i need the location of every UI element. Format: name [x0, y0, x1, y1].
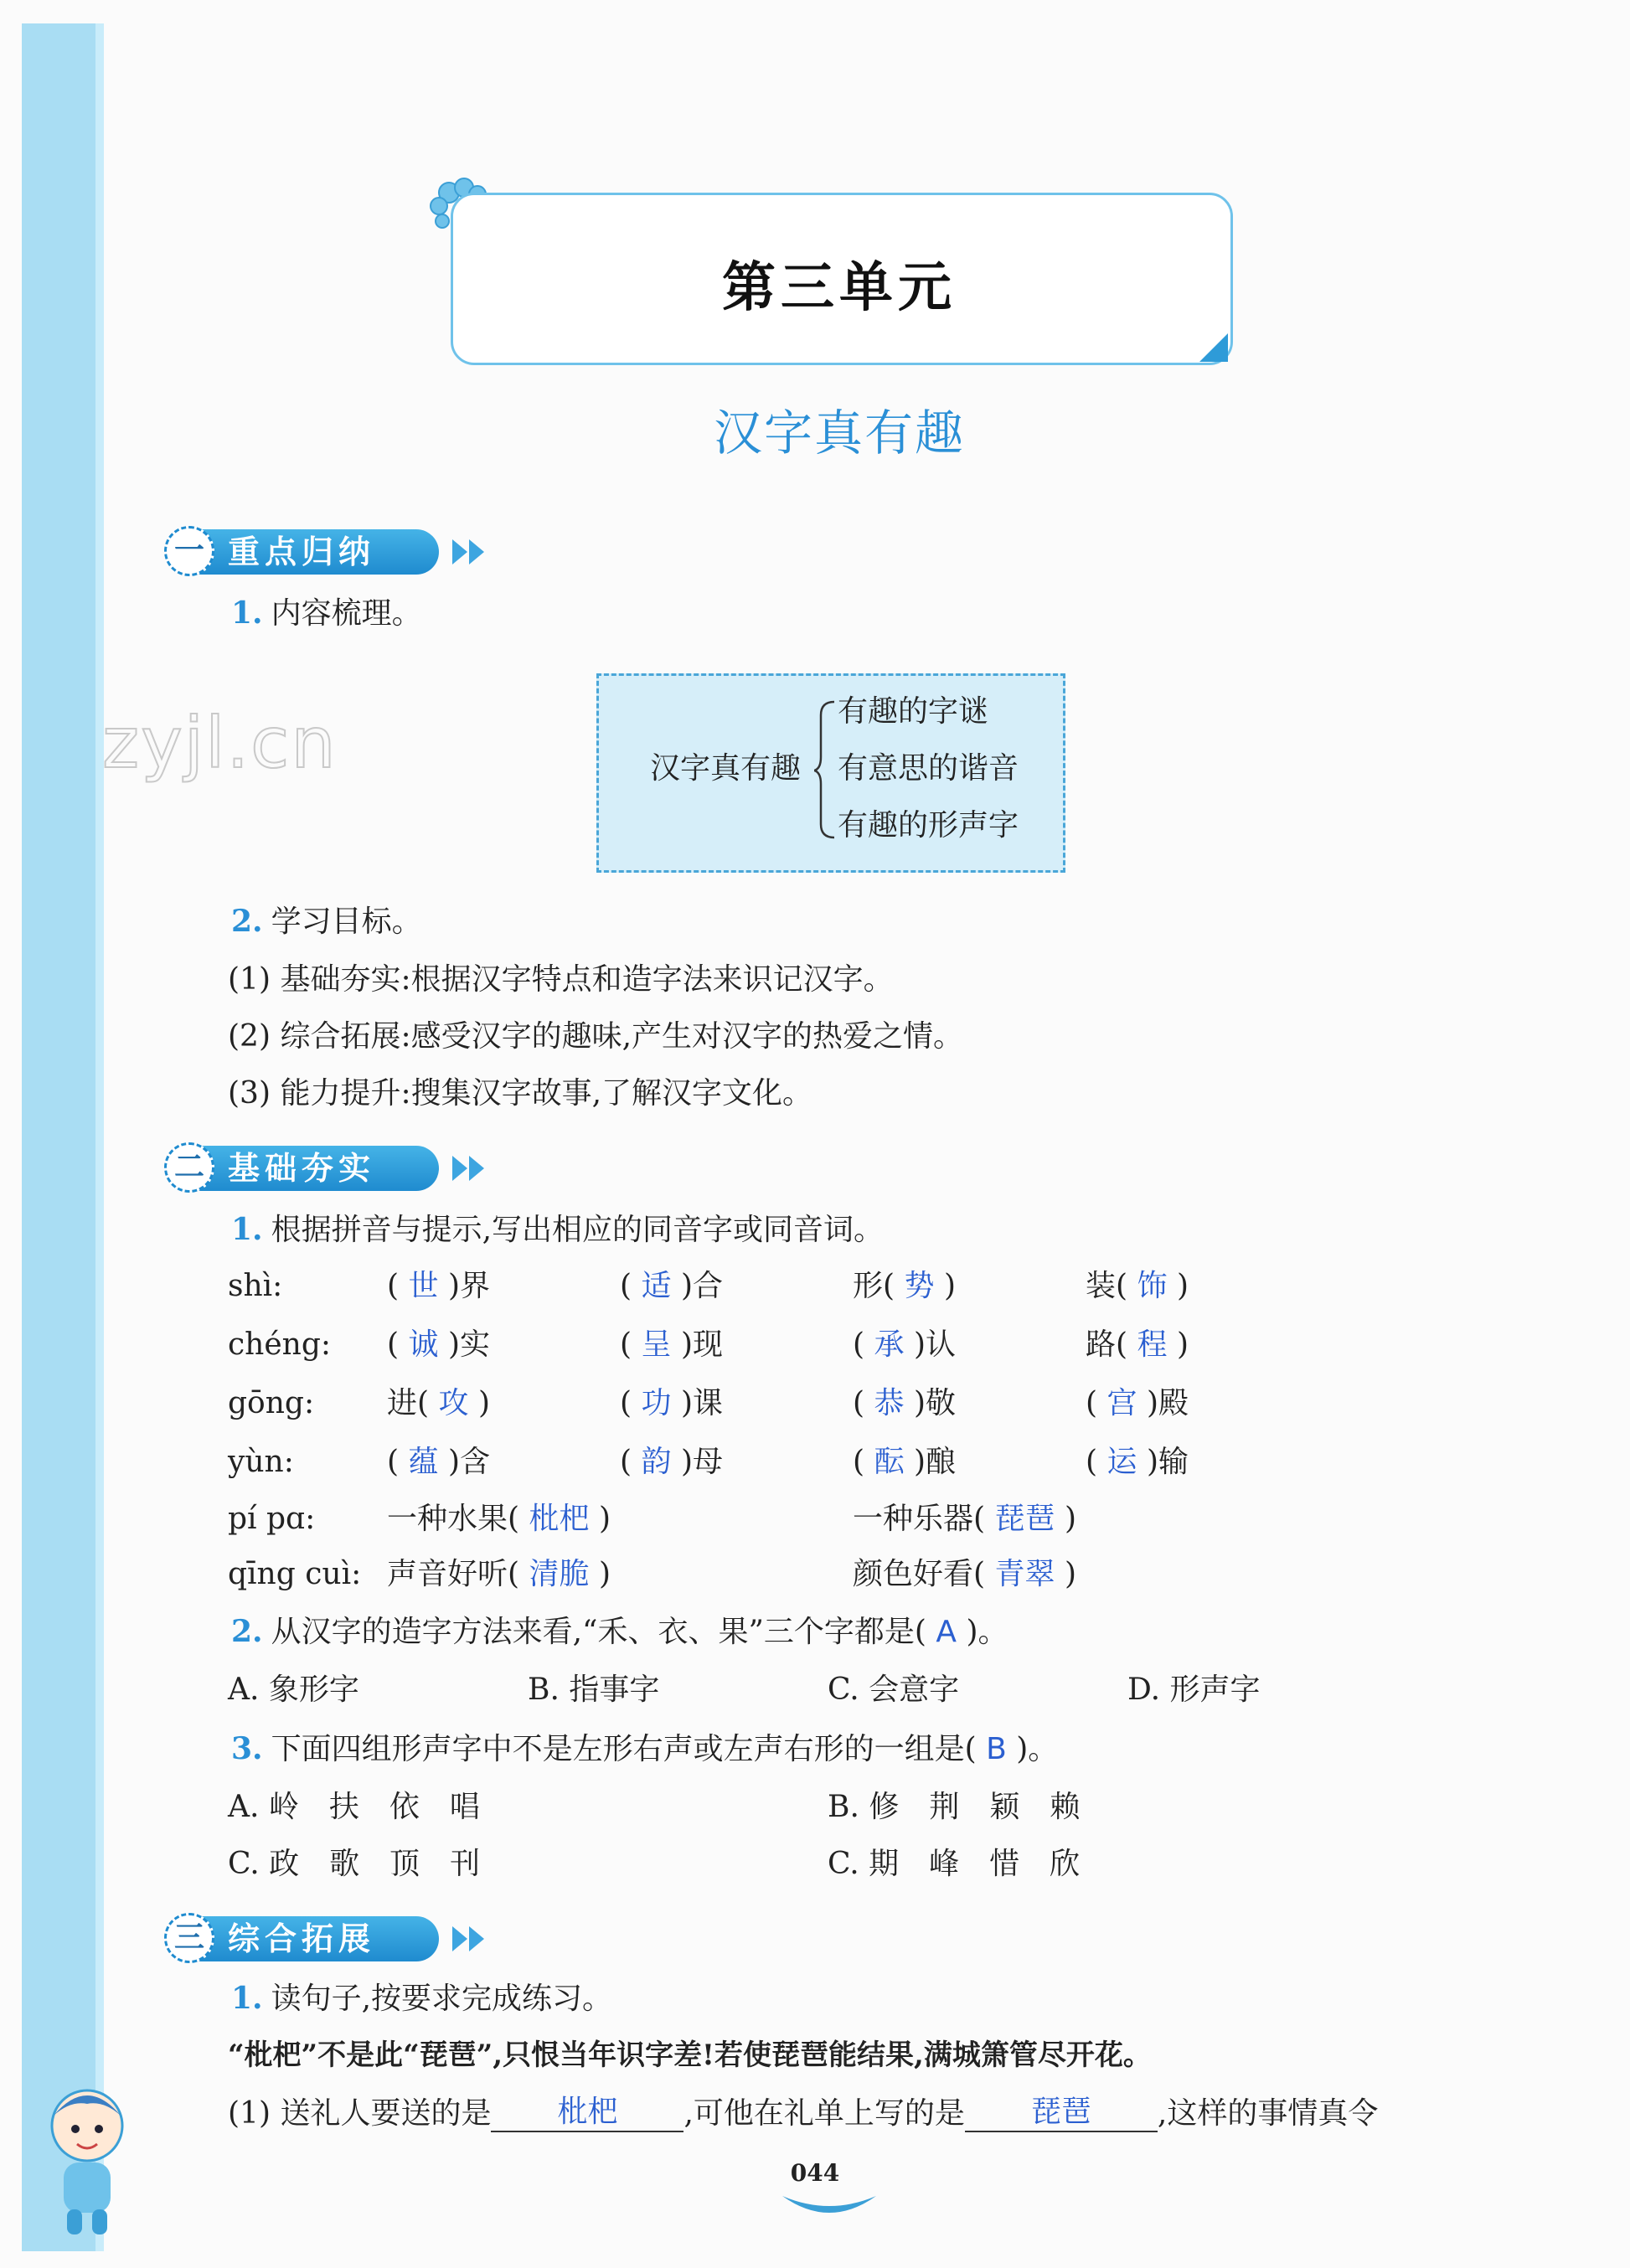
answer: 呈 [641, 1327, 672, 1362]
fill-item: 装( 饰 ) [1086, 1269, 1189, 1303]
double-arrow-icon [451, 538, 489, 566]
page-number-ornament [779, 2191, 879, 2224]
fill-item: ( 酝 )酿 [853, 1445, 957, 1479]
fill-item: ( 宫 )殿 [1086, 1386, 1189, 1420]
question: 1. 读句子,按要求完成练习。 [231, 1981, 613, 2016]
double-arrow-icon [451, 1925, 489, 1953]
answer: 蕴 [408, 1445, 439, 1479]
fill-item: ( 恭 )敬 [853, 1386, 957, 1420]
section-label: 综合拓展 [228, 1920, 376, 1957]
mindmap-branch: 有意思的谐音 [838, 751, 1019, 786]
fill-item: ( 诚 )实 [387, 1327, 491, 1362]
section-number: 一 [164, 526, 214, 576]
mindmap-branch: 有趣的形声字 [838, 808, 1019, 843]
section-label: 基础夯实 [228, 1150, 376, 1187]
fill-item: ( 运 )输 [1086, 1445, 1189, 1479]
answer: 饰 [1137, 1269, 1168, 1303]
answer: 枇杷 [529, 1502, 590, 1536]
option: C. 会意字 [828, 1673, 960, 1707]
fill-sentence: (1) 送礼人要送的是 枇杷 ,可他在礼单上写的是 琵琶 ,这样的事情真令 [228, 2095, 1379, 2131]
answer: 韵 [641, 1445, 672, 1479]
double-arrow-icon [451, 1154, 489, 1183]
fill-item: 路( 程 ) [1086, 1327, 1189, 1362]
fill-item: ( 承 )认 [853, 1327, 957, 1362]
answer: 世 [408, 1269, 439, 1303]
pinyin-label: qīng cuì: [228, 1557, 362, 1591]
side-strip [22, 23, 104, 2251]
poem-text: “枇杷”不是此“琵琶”,只恨当年识字差!若使琵琶能结果,满城箫管尽开花。 [228, 2039, 1152, 2072]
question-number: 1. [231, 595, 263, 631]
fill-item: 颜色好看( 青翠 ) [853, 1557, 1077, 1591]
unit-frame-corner [1199, 333, 1228, 362]
page-number: 044 [790, 2159, 840, 2187]
section-number: 二 [164, 1142, 214, 1193]
fill-item: 一种水果( 枇杷 ) [387, 1502, 611, 1536]
goal-item: (3) 能力提升:搜集汉字故事,了解汉字文化。 [228, 1076, 813, 1111]
pinyin-label: pí pɑ: [228, 1502, 316, 1536]
answer: 攻 [438, 1386, 469, 1420]
question: 3. 下面四组形声字中不是左形右声或左声右形的一组是( B )。 [231, 1731, 1059, 1766]
section-header-3 [164, 1913, 499, 1965]
question-number: 2. [231, 904, 263, 939]
fill-item: ( 世 )界 [387, 1269, 491, 1303]
pinyin-label: shì: [228, 1269, 283, 1303]
section-header-2 [164, 1142, 499, 1194]
question-text: 根据拼音与提示,写出相应的同音字或同音词。 [271, 1213, 885, 1247]
option: D. 形声字 [1127, 1673, 1261, 1707]
fill-item: ( 适 )合 [620, 1269, 724, 1303]
answer: 琵琶 [994, 1502, 1055, 1536]
answer: 宫 [1106, 1386, 1137, 1420]
section-label: 重点归纳 [228, 533, 376, 570]
question: 2. 从汉字的造字方法来看,“禾、衣、果”三个字都是( A )。 [231, 1614, 1008, 1649]
goal-item: (1) 基础夯实:根据汉字特点和造字法来识记汉字。 [228, 962, 894, 997]
mindmap-root: 汉字真有趣 [650, 751, 802, 786]
answer: B [986, 1732, 1007, 1766]
option: A. 象形字 [228, 1673, 359, 1707]
question [231, 903, 422, 941]
fill-item: ( 呈 )现 [620, 1327, 724, 1362]
pinyin-label: chéng: [228, 1327, 332, 1362]
fill-item: 形( 势 ) [853, 1269, 957, 1303]
lesson-title: 汉字真有趣 [713, 405, 965, 461]
question-number: 2. [231, 1614, 263, 1649]
answer: 诚 [408, 1327, 439, 1362]
option: C. 政 歌 顶 刊 [228, 1847, 481, 1881]
answer: 功 [641, 1386, 672, 1420]
option: A. 岭 扶 依 唱 [228, 1790, 480, 1824]
fill-item: 进( 攻 ) [387, 1386, 491, 1420]
question-number: 3. [231, 1731, 263, 1766]
mindmap-branch: 有趣的字谜 [838, 694, 989, 729]
option: B. 指事字 [528, 1673, 660, 1707]
mindmap-brace [814, 698, 836, 841]
answer: 承 [874, 1327, 905, 1362]
fill-item: 声音好听( 清脆 ) [387, 1557, 611, 1591]
fill-item: ( 韵 )母 [620, 1445, 724, 1479]
pinyin-label: yùn: [228, 1445, 294, 1479]
answer: 青翠 [994, 1557, 1055, 1591]
answer: 酝 [874, 1445, 905, 1479]
fill-item: 一种乐器( 琵琶 ) [853, 1502, 1077, 1536]
cartoon-boy-icon [37, 2075, 137, 2243]
answer: 清脆 [529, 1557, 590, 1591]
watermark: zyjl.cn [102, 702, 338, 784]
question-text: 学习目标。 [271, 905, 422, 939]
answer: A [936, 1615, 957, 1649]
question-text: 内容梳理。 [271, 596, 422, 631]
section-number: 三 [164, 1913, 214, 1963]
question-number: 1. [231, 1212, 263, 1247]
question-number: 1. [231, 1981, 263, 2016]
answer-blank: 琵琶 [965, 2094, 1158, 2132]
answer: 程 [1137, 1327, 1168, 1362]
answer: 恭 [874, 1386, 905, 1420]
option: C. 期 峰 惜 欣 [828, 1847, 1081, 1881]
question [231, 1211, 884, 1249]
fill-item: ( 功 )课 [620, 1386, 724, 1420]
section-header-1 [164, 526, 499, 578]
question [231, 595, 422, 632]
fill-item: ( 蕴 )含 [387, 1445, 491, 1479]
answer: 适 [641, 1269, 672, 1303]
answer-blank: 枇杷 [491, 2094, 683, 2132]
goal-item: (2) 综合拓展:感受汉字的趣味,产生对汉字的热爱之情。 [228, 1019, 964, 1054]
answer: 运 [1106, 1445, 1137, 1479]
answer: 势 [904, 1269, 935, 1303]
unit-title: 第三单元 [722, 257, 957, 319]
pinyin-label: gōng: [228, 1386, 315, 1420]
option: B. 修 荆 颖 赖 [828, 1790, 1081, 1824]
